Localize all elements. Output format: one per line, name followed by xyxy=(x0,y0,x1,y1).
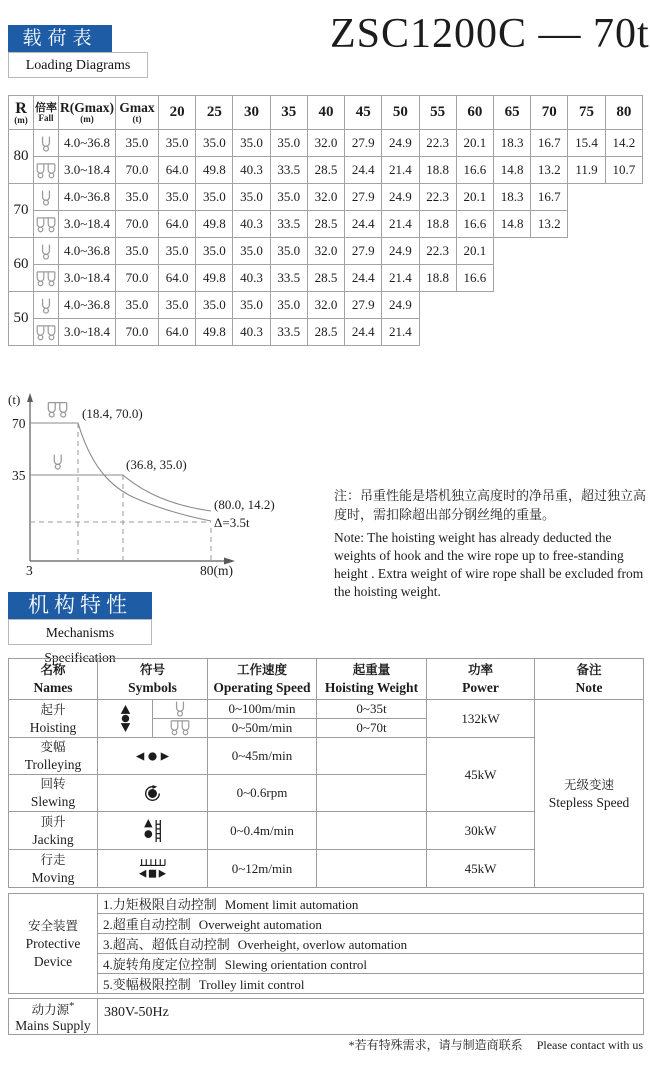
load-80-50: 24.9 xyxy=(382,130,419,157)
jacking-power: 30kW xyxy=(427,812,535,850)
radius-group-80: 80 xyxy=(9,130,34,184)
load-70-30: 35.0 xyxy=(233,184,270,211)
radius-header-25: 25 xyxy=(196,96,233,130)
load-60-60: 16.6 xyxy=(456,265,493,292)
trolleying-weight-empty xyxy=(317,738,427,775)
empty-region xyxy=(419,292,642,319)
load-50-35: 35.0 xyxy=(270,292,307,319)
curve-single-fall xyxy=(30,475,211,511)
load-70-40: 32.0 xyxy=(307,184,344,211)
rgmax-range: 4.0~36.8 xyxy=(59,292,116,319)
slewing-symbol-icon xyxy=(98,775,208,812)
load-80-75: 15.4 xyxy=(568,130,605,157)
load-80-60: 16.6 xyxy=(456,157,493,184)
mains-supply-row xyxy=(9,999,644,1035)
footer-note xyxy=(0,1036,643,1053)
mech-col-symbols: 符号 Symbols xyxy=(98,659,208,700)
mech-col-power: 功率 Power xyxy=(427,659,535,700)
protective-row xyxy=(9,934,644,954)
load-50-25: 49.8 xyxy=(196,319,233,346)
loading-row-80-double xyxy=(9,157,643,184)
radius-header-75: 75 xyxy=(568,96,605,130)
empty-region xyxy=(568,211,643,238)
load-80-35: 33.5 xyxy=(270,157,307,184)
load-70-60: 16.6 xyxy=(456,211,493,238)
mech-col-weight: 起重量 Hoisting Weight xyxy=(317,659,427,700)
loading-row-80-single xyxy=(9,130,643,157)
protective-item-5: 5.变幅极限控制 Trolley limit control xyxy=(98,974,644,994)
load-70-45: 27.9 xyxy=(345,184,382,211)
protective-device-label: 安全装置 Protective Device xyxy=(9,894,98,994)
rgmax-range: 3.0~18.4 xyxy=(59,319,116,346)
section-loading-title-en: Loading Diagrams xyxy=(8,52,148,78)
rgmax-range: 3.0~18.4 xyxy=(59,265,116,292)
single-fall-icon xyxy=(153,700,208,719)
protective-item-2: 2.超重自动控制 Overweight automation xyxy=(98,914,644,934)
load-60-50: 21.4 xyxy=(382,265,419,292)
mains-supply-value: 380V-50Hz xyxy=(98,999,644,1035)
moving-symbol-icon xyxy=(98,850,208,888)
load-60-50: 24.9 xyxy=(382,238,419,265)
load-70-25: 49.8 xyxy=(196,211,233,238)
radius-header-55: 55 xyxy=(419,96,456,130)
mech-note-cell: 无级变速 Stepless Speed xyxy=(535,700,644,888)
double-fall-icon xyxy=(48,403,66,417)
load-50-45: 27.9 xyxy=(345,292,382,319)
hoisting-power: 132kW xyxy=(427,700,535,738)
gmax-value: 35.0 xyxy=(116,130,159,157)
load-50-20: 64.0 xyxy=(159,319,196,346)
mech-col-speed: 工作速度 Operating Speed xyxy=(208,659,317,700)
double-fall-icon xyxy=(34,319,59,346)
double-fall-icon xyxy=(34,211,59,238)
mains-supply-table xyxy=(8,998,644,1035)
rgmax-range: 3.0~18.4 xyxy=(59,157,116,184)
gmax-value: 70.0 xyxy=(116,265,159,292)
loading-row-70-single xyxy=(9,184,643,211)
radius-group-70: 70 xyxy=(9,184,34,238)
load-80-60: 20.1 xyxy=(456,130,493,157)
section-mechanisms-title-zh: 机构特性 xyxy=(8,592,152,619)
load-80-30: 40.3 xyxy=(233,157,270,184)
load-70-35: 33.5 xyxy=(270,211,307,238)
protective-item-3: 3.超高、超低自动控制 Overheight, overlow automation xyxy=(98,934,644,954)
load-70-30: 40.3 xyxy=(233,211,270,238)
hoisting-speed-single: 0~100m/min xyxy=(208,700,317,719)
jacking-symbol-icon xyxy=(98,812,208,850)
gmax-value: 35.0 xyxy=(116,238,159,265)
gmax-value: 35.0 xyxy=(116,292,159,319)
single-fall-icon xyxy=(54,455,61,469)
load-80-25: 49.8 xyxy=(196,157,233,184)
radius-header-70: 70 xyxy=(531,96,568,130)
load-50-50: 21.4 xyxy=(382,319,419,346)
x-tick-3: 3 xyxy=(26,563,33,578)
page-title: ZSC1200C — 70t xyxy=(330,11,650,57)
slewing-weight-empty xyxy=(317,775,427,812)
radius-header-80: 80 xyxy=(605,96,642,130)
load-80-75: 11.9 xyxy=(568,157,605,184)
protective-item-4: 4.旋转角度定位控制 Slewing orientation control xyxy=(98,954,644,974)
load-80-30: 35.0 xyxy=(233,130,270,157)
moving-power: 45kW xyxy=(427,850,535,888)
mech-row-hoisting-1 xyxy=(9,700,644,719)
mains-supply-label: 动力源* Mains Supply xyxy=(9,999,98,1035)
protective-row xyxy=(9,974,644,994)
single-fall-icon xyxy=(34,184,59,211)
load-70-55: 22.3 xyxy=(419,184,456,211)
single-fall-icon xyxy=(34,238,59,265)
empty-region xyxy=(493,238,642,265)
load-80-80: 10.7 xyxy=(605,157,642,184)
gmax-value: 70.0 xyxy=(116,319,159,346)
slewing-speed: 0~0.6rpm xyxy=(208,775,317,812)
load-70-65: 14.8 xyxy=(493,211,530,238)
protective-device-table xyxy=(8,893,644,994)
footer-note-zh: *若有特殊需求，请与制造商联系 xyxy=(348,1038,523,1052)
load-60-40: 28.5 xyxy=(307,265,344,292)
load-70-55: 18.8 xyxy=(419,211,456,238)
note-zh: 注：吊重性能是塔机独立高度时的净吊重，超过独立高度时，需扣除超出部分钢丝绳的重量。 xyxy=(334,488,647,522)
radius-header-20: 20 xyxy=(159,96,196,130)
mech-name-slewing: 回转 Slewing xyxy=(9,775,98,812)
load-60-45: 27.9 xyxy=(345,238,382,265)
load-80-50: 21.4 xyxy=(382,157,419,184)
moving-speed: 0~12m/min xyxy=(208,850,317,888)
protective-row xyxy=(9,914,644,934)
trolleying-symbol-icon xyxy=(98,738,208,775)
empty-region xyxy=(419,319,642,346)
load-50-50: 24.9 xyxy=(382,292,419,319)
note-en: Note: The hoisting weight has already deducted the weights of hook and the wire rope up to free-standing height . Extra weight of wire rope shall be excluded from the hoisting weight. xyxy=(334,530,644,599)
hoisting-weight-single: 0~35t xyxy=(317,700,427,719)
rgmax-range: 4.0~36.8 xyxy=(59,238,116,265)
loading-row-50-double xyxy=(9,319,643,346)
empty-region xyxy=(493,265,642,292)
trolleying-slewing-power: 45kW xyxy=(427,738,535,812)
loading-table xyxy=(8,95,643,346)
y-axis-arrow-icon xyxy=(27,393,33,402)
load-70-40: 28.5 xyxy=(307,211,344,238)
load-70-50: 24.9 xyxy=(382,184,419,211)
y-axis-unit-label: (t) xyxy=(8,392,21,407)
single-fall-icon xyxy=(34,292,59,319)
load-50-40: 28.5 xyxy=(307,319,344,346)
radius-header-50: 50 xyxy=(382,96,419,130)
empty-region xyxy=(568,184,643,211)
loading-table-body xyxy=(9,130,643,346)
radius-header-45: 45 xyxy=(345,96,382,130)
load-50-35: 33.5 xyxy=(270,319,307,346)
protective-row xyxy=(9,954,644,974)
load-60-20: 35.0 xyxy=(159,238,196,265)
load-80-70: 13.2 xyxy=(531,157,568,184)
load-60-25: 49.8 xyxy=(196,265,233,292)
load-80-80: 14.2 xyxy=(605,130,642,157)
load-60-20: 64.0 xyxy=(159,265,196,292)
load-70-50: 21.4 xyxy=(382,211,419,238)
load-70-45: 24.4 xyxy=(345,211,382,238)
load-80-55: 18.8 xyxy=(419,157,456,184)
load-70-20: 35.0 xyxy=(159,184,196,211)
load-80-40: 32.0 xyxy=(307,130,344,157)
rgmax-range: 4.0~36.8 xyxy=(59,184,116,211)
loading-row-60-double xyxy=(9,265,643,292)
annotation-delta: Δ=3.5t xyxy=(214,515,250,530)
load-80-40: 28.5 xyxy=(307,157,344,184)
footer-note-en: Please contact with us xyxy=(536,1038,643,1052)
hoisting-weight-double: 0~70t xyxy=(317,719,427,738)
mech-name-jacking: 顶升 Jacking xyxy=(9,812,98,850)
load-50-25: 35.0 xyxy=(196,292,233,319)
radius-header-65: 65 xyxy=(493,96,530,130)
col-header-gmax: Gmax (t) xyxy=(116,96,159,130)
section-loading-title-zh: 载荷表 xyxy=(8,25,112,52)
jacking-speed: 0~0.4m/min xyxy=(208,812,317,850)
mech-header-row xyxy=(9,659,644,700)
gmax-value: 70.0 xyxy=(116,211,159,238)
radius-header-30: 30 xyxy=(233,96,270,130)
load-80-45: 24.4 xyxy=(345,157,382,184)
load-curve-chart xyxy=(0,388,340,588)
load-50-30: 40.3 xyxy=(233,319,270,346)
mech-name-moving: 行走 Moving xyxy=(9,850,98,888)
section-mechanisms-title-en: Mechanisms Specification xyxy=(8,619,152,645)
load-80-35: 35.0 xyxy=(270,130,307,157)
load-60-45: 24.4 xyxy=(345,265,382,292)
load-60-35: 35.0 xyxy=(270,238,307,265)
load-60-25: 35.0 xyxy=(196,238,233,265)
loading-row-70-double xyxy=(9,211,643,238)
load-60-30: 35.0 xyxy=(233,238,270,265)
radius-header-40: 40 xyxy=(307,96,344,130)
load-70-65: 18.3 xyxy=(493,184,530,211)
load-70-35: 35.0 xyxy=(270,184,307,211)
load-60-30: 40.3 xyxy=(233,265,270,292)
radius-header-60: 60 xyxy=(456,96,493,130)
load-70-20: 64.0 xyxy=(159,211,196,238)
mech-col-note: 备注 Note xyxy=(535,659,644,700)
double-fall-icon xyxy=(153,719,208,738)
load-50-45: 24.4 xyxy=(345,319,382,346)
load-60-60: 20.1 xyxy=(456,238,493,265)
load-60-55: 18.8 xyxy=(419,265,456,292)
load-80-65: 14.8 xyxy=(493,157,530,184)
hoisting-symbol-icon xyxy=(98,700,153,738)
y-tick-70: 70 xyxy=(12,416,26,431)
radius-header-35: 35 xyxy=(270,96,307,130)
load-60-40: 32.0 xyxy=(307,238,344,265)
load-80-20: 64.0 xyxy=(159,157,196,184)
loading-row-50-single xyxy=(9,292,643,319)
col-header-radius: R (m) xyxy=(9,96,34,130)
load-70-60: 20.1 xyxy=(456,184,493,211)
x-tick-80: 80(m) xyxy=(200,563,233,578)
single-fall-icon xyxy=(34,130,59,157)
loading-row-60-single xyxy=(9,238,643,265)
load-50-20: 35.0 xyxy=(159,292,196,319)
load-80-70: 16.7 xyxy=(531,130,568,157)
rgmax-range: 3.0~18.4 xyxy=(59,211,116,238)
load-70-70: 16.7 xyxy=(531,184,568,211)
load-50-30: 35.0 xyxy=(233,292,270,319)
annotation-36-8-35: (36.8, 35.0) xyxy=(126,457,187,472)
mech-col-names: 名称 Names xyxy=(9,659,98,700)
load-80-45: 27.9 xyxy=(345,130,382,157)
moving-weight-empty xyxy=(317,850,427,888)
gmax-value: 70.0 xyxy=(116,157,159,184)
mech-name-hoisting: 起升 Hoisting xyxy=(9,700,98,738)
protective-item-1: 1.力矩极限自动控制 Moment limit automation xyxy=(98,894,644,914)
double-fall-icon xyxy=(34,265,59,292)
notes-block xyxy=(334,486,646,601)
load-80-25: 35.0 xyxy=(196,130,233,157)
mech-name-trolleying: 变幅 Trolleying xyxy=(9,738,98,775)
radius-group-60: 60 xyxy=(9,238,34,292)
col-header-rgmax: R(Gmax) (m) xyxy=(59,96,116,130)
y-tick-35: 35 xyxy=(12,468,26,483)
col-header-fall: 倍率 Fall xyxy=(34,96,59,130)
jacking-weight-empty xyxy=(317,812,427,850)
loading-table-header-row xyxy=(9,96,643,130)
curve-two-fall xyxy=(30,423,211,521)
load-80-65: 18.3 xyxy=(493,130,530,157)
annotation-18-4-70: (18.4, 70.0) xyxy=(82,406,143,421)
annotation-80-14-2: (80.0, 14.2) xyxy=(214,497,275,512)
trolleying-speed: 0~45m/min xyxy=(208,738,317,775)
protective-row xyxy=(9,894,644,914)
load-50-40: 32.0 xyxy=(307,292,344,319)
radius-group-50: 50 xyxy=(9,292,34,346)
gmax-value: 35.0 xyxy=(116,184,159,211)
load-70-70: 13.2 xyxy=(531,211,568,238)
load-80-20: 35.0 xyxy=(159,130,196,157)
mechanisms-table xyxy=(8,658,644,888)
load-60-35: 33.5 xyxy=(270,265,307,292)
load-60-55: 22.3 xyxy=(419,238,456,265)
double-fall-icon xyxy=(34,157,59,184)
hoisting-speed-double: 0~50m/min xyxy=(208,719,317,738)
load-80-55: 22.3 xyxy=(419,130,456,157)
load-70-25: 35.0 xyxy=(196,184,233,211)
rgmax-range: 4.0~36.8 xyxy=(59,130,116,157)
